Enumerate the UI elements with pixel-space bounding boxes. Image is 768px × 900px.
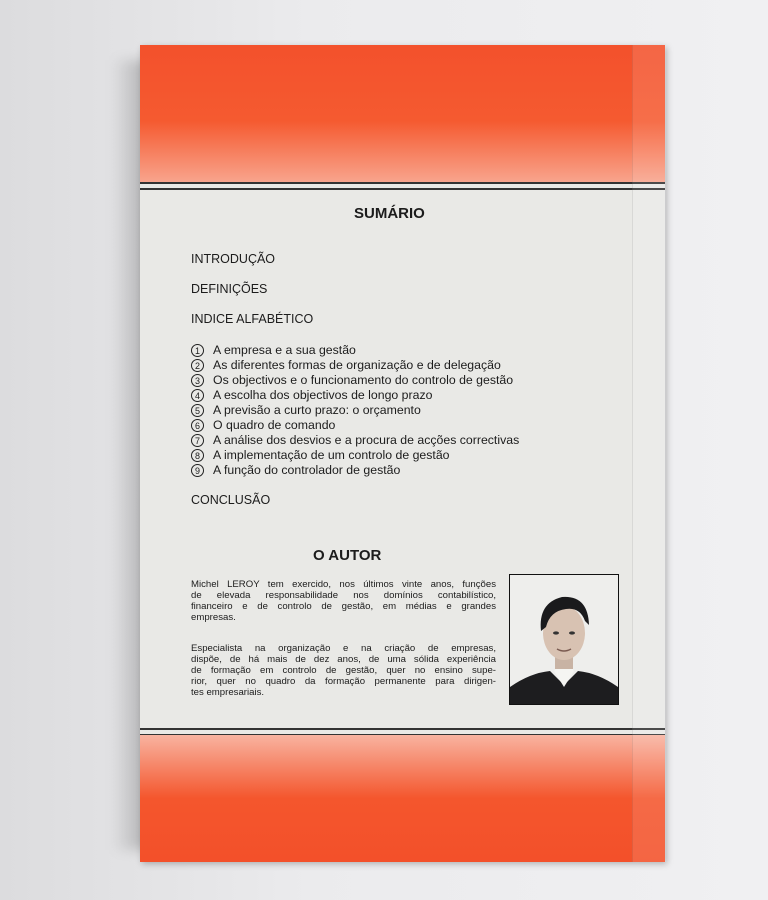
chapter-label: A previsão a curto prazo: o orçamento [213, 403, 421, 417]
orange-band-top [140, 45, 665, 183]
bio-line: Especialista na organização e na criação de empresas, [191, 643, 496, 654]
author-bio-1 [191, 579, 496, 623]
chapter-item [191, 418, 519, 433]
toc-index: INDICE ALFABÉTICO [191, 312, 314, 326]
chapter-label: Os objectivos e o funcionamento do controlo de gestão [213, 373, 514, 387]
divider-rule [140, 188, 665, 190]
bio-line: tes empresariais. [191, 687, 265, 698]
chapter-label: A empresa e a sua gestão [213, 343, 356, 357]
chapter-number-icon: 8 [191, 449, 204, 462]
chapter-item [191, 373, 519, 388]
chapter-item [191, 463, 519, 478]
chapter-item [191, 448, 519, 463]
chapter-item [191, 433, 519, 448]
chapter-label: O quadro de comando [213, 418, 336, 432]
summary-title: SUMÁRIO [354, 205, 425, 222]
bio-line: rior, quer no quadro da formação permanente para dirigen- [191, 676, 496, 687]
cover-fold-edge [632, 45, 666, 862]
bio-line: empresas. [191, 612, 236, 623]
chapter-label: A implementação de um controlo de gestão [213, 448, 450, 462]
chapter-label: A análise dos desvios e a procura de acções correctivas [213, 433, 520, 447]
author-portrait-icon [510, 575, 618, 704]
chapter-item [191, 403, 519, 418]
chapter-label: A função do controlador de gestão [213, 463, 401, 477]
chapter-item [191, 388, 519, 403]
chapter-label: A escolha dos objectivos de longo prazo [213, 388, 433, 402]
author-bio-2 [191, 643, 496, 698]
author-title: O AUTOR [313, 547, 382, 564]
book-back-cover [140, 45, 665, 862]
bio-line: de formação em controlo de gestão, quer no ensino supe- [191, 665, 496, 676]
bio-line: financeiro e de controlo de gestão, em médias e grandes [191, 601, 496, 612]
chapter-number-icon: 1 [191, 344, 204, 357]
chapter-number-icon: 3 [191, 374, 204, 387]
chapter-item [191, 343, 519, 358]
bio-line: Michel LEROY tem exercido, nos últimos vinte anos, funções [191, 579, 496, 590]
chapter-number-icon: 9 [191, 464, 204, 477]
chapter-number-icon: 7 [191, 434, 204, 447]
chapter-number-icon: 2 [191, 359, 204, 372]
chapter-number-icon: 4 [191, 389, 204, 402]
chapter-list [191, 343, 519, 478]
chapter-label: As diferentes formas de organização e de delegação [213, 358, 501, 372]
orange-band-bottom [140, 735, 665, 862]
divider-rule [140, 728, 665, 730]
bio-line: de elevada responsabilidade nos domínios contabilístico, [191, 590, 496, 601]
chapter-number-icon: 6 [191, 419, 204, 432]
toc-introduction: INTRODUÇÃO [191, 252, 276, 266]
chapter-number-icon: 5 [191, 404, 204, 417]
divider-rule [140, 182, 665, 184]
chapter-item [191, 358, 519, 373]
toc-conclusion: CONCLUSÃO [191, 493, 271, 507]
bio-line: dispõe, de há mais de dez anos, de uma sólida experiência [191, 654, 496, 665]
author-photo [509, 574, 619, 705]
toc-definitions: DEFINIÇÕES [191, 282, 268, 296]
